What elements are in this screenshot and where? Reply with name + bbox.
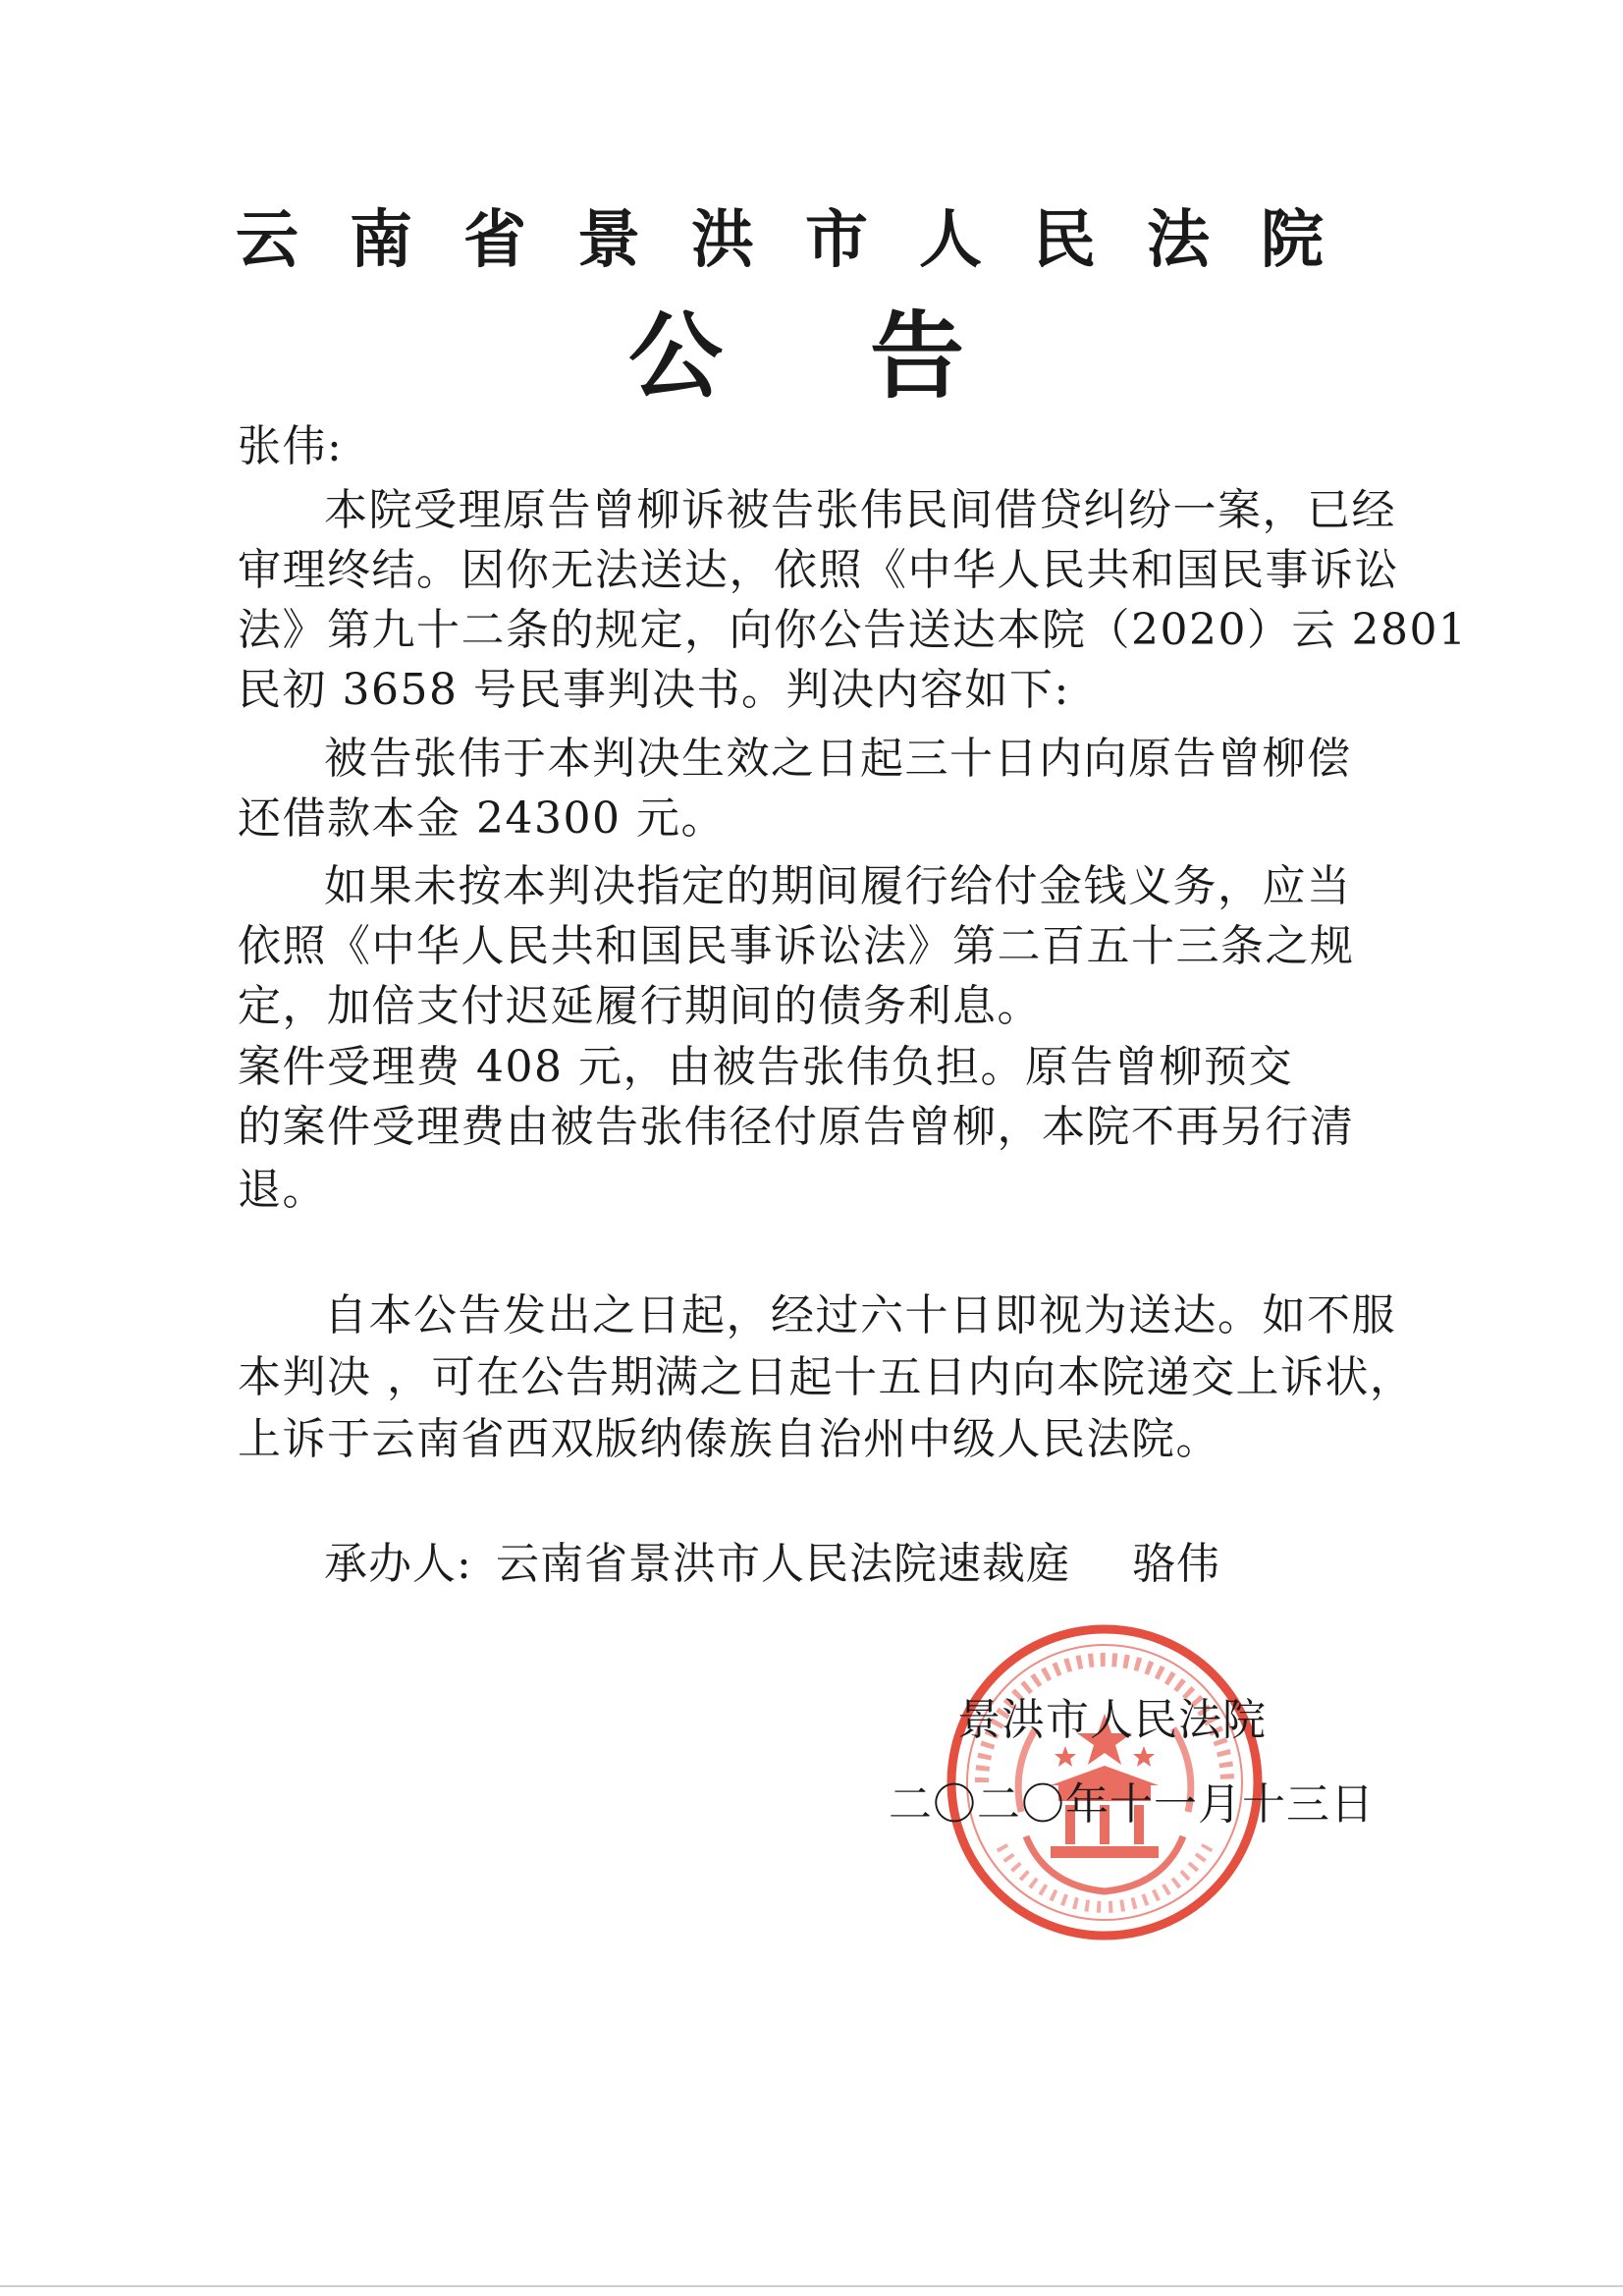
paragraph-line: 退。 [238, 1165, 327, 1215]
notice-title: 公告 [628, 301, 1111, 411]
paragraph-line: 被告张伟于本判决生效之日起三十日内向原告曾柳偿 [324, 734, 1352, 784]
paragraph-line: 依照《中华人民共和国民事诉讼法》第二百五十三条之规 [238, 921, 1355, 971]
handler-dept: 云南省景洪市人民法院速裁庭 [496, 1539, 1070, 1589]
scan-edge-divider [0, 2285, 1623, 2287]
paragraph-line: 定，加倍支付迟延履行期间的债务利息。 [238, 981, 1042, 1031]
handler-label: 承办人: [324, 1539, 472, 1589]
paragraph-line: 民初 3658 号民事判决书。判决内容如下: [238, 665, 1070, 715]
paragraph-line: 本院受理原告曾柳诉被告张伟民间借贷纠纷一案，已经 [324, 485, 1396, 535]
paragraph-line: 还借款本金 24300 元。 [238, 793, 726, 844]
handler-name: 骆伟 [1132, 1539, 1220, 1589]
paragraph-line: 审理终结。因你无法送达，依照《中华人民共和国民事诉讼 [238, 545, 1399, 595]
signing-court: 景洪市人民法院 [957, 1695, 1267, 1745]
court-name-heading: 云南省景洪市人民法院 [236, 204, 1375, 277]
paragraph-line: 自本公告发出之日起，经过六十日即视为送达。如不服 [324, 1290, 1396, 1340]
paragraph-line: 法》第九十二条的规定，向你公告送达本院（2020）云 2801 [238, 605, 1468, 655]
paragraph-line: 案件受理费 408 元，由被告张伟负担。原告曾柳预交 [238, 1042, 1293, 1092]
paragraph-line: 本判决 ，可在公告期满之日起十五日内向本院递交上诉状， [238, 1352, 1415, 1402]
signing-date: 二〇二〇年十一月十三日 [889, 1779, 1375, 1830]
addressee: 张伟: [238, 421, 344, 471]
paragraph-line: 如果未按本判决指定的期间履行给付金钱义务，应当 [324, 861, 1352, 911]
paragraph-line: 上诉于云南省西双版纳傣族自治州中级人民法院。 [238, 1414, 1220, 1464]
paragraph-line: 的案件受理费由被告张伟径付原告曾柳，本院不再另行清 [238, 1102, 1355, 1152]
